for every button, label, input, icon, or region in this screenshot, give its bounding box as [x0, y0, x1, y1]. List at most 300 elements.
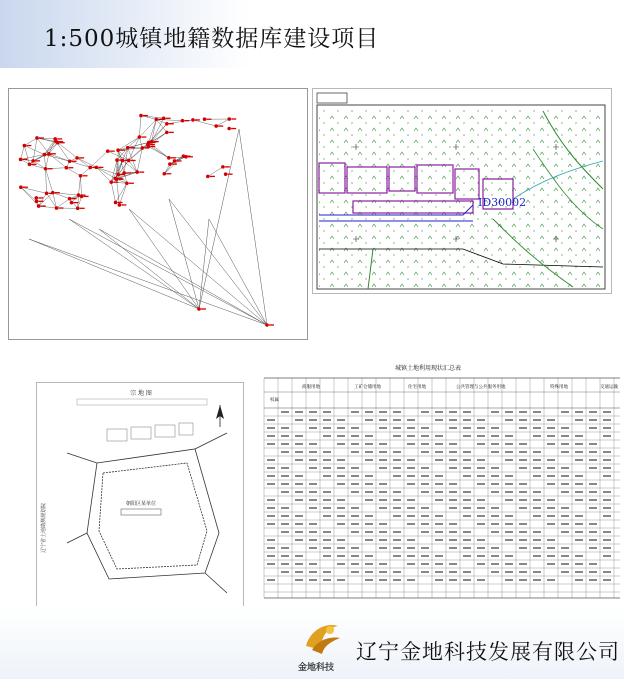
- table-cell-value: [547, 467, 555, 469]
- network-edge: [46, 169, 47, 194]
- table-cell-value: [561, 531, 569, 533]
- group-header-3: 公共管理与公共服务用地: [456, 385, 506, 390]
- table-cell-value: [603, 515, 611, 517]
- table-cell-value: [337, 483, 345, 485]
- summary-table-title: 城镇土地利用现状汇总表: [394, 365, 462, 372]
- network-long-edge: [99, 229, 199, 309]
- control-point-marker: [150, 140, 154, 144]
- table-cell-value: [337, 507, 345, 509]
- company-logo-icon: [300, 616, 344, 660]
- table-cell-value: [533, 571, 541, 573]
- table-cell-value: [281, 531, 289, 533]
- network-long-edge: [209, 219, 267, 325]
- summary-table-grid: [258, 358, 624, 602]
- table-cell-value: [323, 547, 331, 549]
- table-cell-value: [547, 579, 555, 581]
- parcel-certificate-drawing: [37, 383, 244, 638]
- table-cell-value: [519, 579, 527, 581]
- table-cell-value: [505, 483, 513, 485]
- table-cell-value: [323, 427, 331, 429]
- table-cell-value: [491, 483, 499, 485]
- table-cell-value: [491, 427, 499, 429]
- control-point-marker: [122, 171, 126, 175]
- table-cell-value: [505, 411, 513, 413]
- table-cell-value: [435, 515, 443, 517]
- table-cell-value: [379, 427, 387, 429]
- table-cell-value: [295, 579, 303, 581]
- table-cell-value: [547, 515, 555, 517]
- table-cell-value: [449, 459, 457, 461]
- table-cell-value: [351, 571, 359, 573]
- table-cell-value: [519, 427, 527, 429]
- table-cell-value: [281, 483, 289, 485]
- table-cell-value: [393, 491, 401, 493]
- table-cell-value: [449, 579, 457, 581]
- network-edge: [56, 199, 69, 208]
- table-cell-value: [477, 459, 485, 461]
- table-cell-value: [281, 467, 289, 469]
- table-cell-value: [575, 475, 583, 477]
- table-cell-value: [281, 547, 289, 549]
- control-point-marker: [28, 163, 32, 167]
- table-cell-value: [505, 459, 513, 461]
- table-cell-value: [281, 515, 289, 517]
- table-cell-value: [603, 467, 611, 469]
- table-cell-value: [561, 427, 569, 429]
- control-point-marker: [125, 181, 129, 185]
- network-edge: [46, 154, 49, 169]
- table-cell-value: [407, 563, 415, 565]
- table-cell-value: [435, 443, 443, 445]
- table-cell-value: [463, 451, 471, 453]
- table-cell-value: [603, 555, 611, 557]
- table-cell-value: [323, 555, 331, 557]
- network-long-edge: [29, 239, 199, 309]
- control-point-marker: [45, 192, 49, 196]
- network-edge: [49, 154, 66, 168]
- table-cell-value: [379, 411, 387, 413]
- slide-title: 1:500城镇地籍数据库建设项目: [44, 26, 380, 52]
- table-cell-value: [575, 499, 583, 501]
- table-cell-value: [351, 507, 359, 509]
- table-cell-value: [449, 531, 457, 533]
- table-cell-value: [309, 451, 317, 453]
- table-cell-value: [267, 419, 275, 421]
- table-cell-value: [547, 475, 555, 477]
- table-cell-value: [449, 523, 457, 525]
- certificate-title: 宗 地 图: [130, 390, 152, 397]
- table-cell-value: [309, 483, 317, 485]
- control-point-marker: [224, 172, 228, 176]
- control-network-diagram: [9, 89, 308, 340]
- network-edge: [77, 158, 90, 168]
- table-cell-value: [337, 419, 345, 421]
- table-cell-value: [267, 435, 275, 437]
- control-point-marker: [114, 201, 118, 205]
- control-point-marker: [221, 165, 225, 169]
- table-cell-value: [491, 523, 499, 525]
- control-point-marker: [181, 119, 185, 123]
- table-cell-value: [281, 435, 289, 437]
- group-header-1: 工矿仓储用地: [354, 385, 381, 390]
- table-cell-value: [407, 467, 415, 469]
- control-point-marker: [53, 137, 57, 141]
- control-point-marker: [140, 146, 144, 150]
- table-cell-value: [379, 451, 387, 453]
- table-cell-value: [533, 579, 541, 581]
- table-cell-value: [435, 483, 443, 485]
- table-cell-value: [365, 523, 373, 525]
- table-cell-value: [491, 507, 499, 509]
- table-cell-value: [393, 411, 401, 413]
- network-long-edge: [199, 129, 239, 309]
- table-cell-value: [435, 579, 443, 581]
- control-point-marker: [227, 127, 231, 131]
- network-edge: [53, 193, 57, 208]
- table-cell-value: [561, 467, 569, 469]
- table-cell-value: [547, 523, 555, 525]
- table-cell-value: [379, 539, 387, 541]
- table-cell-value: [589, 443, 597, 445]
- table-cell-value: [463, 459, 471, 461]
- table-cell-value: [295, 443, 303, 445]
- table-cell-value: [477, 475, 485, 477]
- network-long-edge: [69, 219, 199, 309]
- control-point-marker: [37, 204, 41, 208]
- control-point-marker: [34, 196, 38, 200]
- table-cell-value: [421, 571, 429, 573]
- table-cell-value: [267, 427, 275, 429]
- table-cell-value: [491, 443, 499, 445]
- table-cell-value: [407, 483, 415, 485]
- table-cell-value: [575, 451, 583, 453]
- table-cell-value: [281, 563, 289, 565]
- table-cell-value: [281, 427, 289, 429]
- table-cell-value: [449, 443, 457, 445]
- table-cell-value: [561, 491, 569, 493]
- table-cell-value: [505, 555, 513, 557]
- table-cell-value: [533, 531, 541, 533]
- table-cell-value: [463, 539, 471, 541]
- table-cell-value: [435, 435, 443, 437]
- table-cell-value: [393, 459, 401, 461]
- table-cell-value: [337, 523, 345, 525]
- table-cell-value: [547, 499, 555, 501]
- control-point-marker: [121, 159, 125, 163]
- table-cell-value: [435, 419, 443, 421]
- table-cell-value: [547, 507, 555, 509]
- table-cell-value: [533, 547, 541, 549]
- table-cell-value: [561, 443, 569, 445]
- table-cell-value: [561, 411, 569, 413]
- table-cell-value: [407, 459, 415, 461]
- table-cell-value: [323, 539, 331, 541]
- table-cell-value: [281, 571, 289, 573]
- table-cell-value: [393, 507, 401, 509]
- table-cell-value: [309, 547, 317, 549]
- table-cell-value: [407, 515, 415, 517]
- network-edge: [46, 169, 53, 193]
- parcel-map-drawing: [313, 89, 612, 294]
- table-cell-value: [323, 411, 331, 413]
- network-long-edge: [199, 219, 209, 309]
- table-cell-value: [547, 539, 555, 541]
- table-cell-value: [575, 483, 583, 485]
- control-point-marker: [165, 122, 169, 126]
- table-cell-value: [449, 571, 457, 573]
- table-cell-value: [309, 499, 317, 501]
- table-cell-value: [323, 475, 331, 477]
- table-cell-value: [505, 579, 513, 581]
- table-cell-value: [477, 515, 485, 517]
- table-cell-value: [365, 531, 373, 533]
- control-point-marker: [65, 166, 69, 170]
- table-cell-value: [603, 411, 611, 413]
- control-point-marker: [35, 199, 39, 203]
- table-cell-value: [449, 451, 457, 453]
- parcel-owner-label: 朝阳区某单位: [125, 501, 157, 507]
- table-cell-value: [267, 563, 275, 565]
- table-cell-value: [491, 411, 499, 413]
- control-point-marker: [162, 172, 166, 176]
- table-cell-value: [295, 499, 303, 501]
- table-cell-value: [323, 515, 331, 517]
- table-cell-value: [435, 459, 443, 461]
- table-cell-value: [407, 507, 415, 509]
- table-cell-value: [575, 443, 583, 445]
- table-cell-value: [575, 555, 583, 557]
- table-cell-value: [365, 435, 373, 437]
- table-cell-value: [477, 419, 485, 421]
- table-gridlines: [264, 378, 620, 598]
- table-cell-value: [477, 507, 485, 509]
- table-cell-value: [351, 531, 359, 533]
- table-cell-value: [267, 539, 275, 541]
- table-cell-value: [575, 531, 583, 533]
- logo-text: 金地科技: [298, 663, 335, 673]
- table-cell-value: [379, 531, 387, 533]
- table-cell-value: [365, 483, 373, 485]
- table-cell-value: [463, 555, 471, 557]
- table-cell-value: [323, 507, 331, 509]
- table-cell-value: [463, 467, 471, 469]
- table-cell-value: [407, 427, 415, 429]
- group-header-5: 交通运输: [600, 385, 618, 390]
- table-cell-value: [519, 499, 527, 501]
- first-column-header: 权属: [270, 398, 279, 403]
- network-long-edge: [169, 199, 267, 325]
- table-cell-value: [281, 555, 289, 557]
- table-cell-value: [505, 435, 513, 437]
- table-cell-value: [449, 427, 457, 429]
- table-cell-value: [589, 547, 597, 549]
- table-cell-value: [323, 531, 331, 533]
- table-cell-value: [589, 483, 597, 485]
- table-cell-value: [421, 467, 429, 469]
- network-edge: [21, 146, 25, 160]
- table-cell-value: [365, 411, 373, 413]
- table-cell-value: [365, 555, 373, 557]
- control-point-marker: [114, 177, 118, 181]
- table-cell-value: [519, 451, 527, 453]
- table-cell-value: [449, 411, 457, 413]
- network-edge: [44, 155, 45, 169]
- control-point-marker: [44, 167, 48, 171]
- table-cell-value: [379, 443, 387, 445]
- table-cell-value: [435, 539, 443, 541]
- parcel-certificate-map: [36, 382, 244, 638]
- table-cell-value: [491, 467, 499, 469]
- control-network-figure: [8, 88, 308, 340]
- table-cell-value: [589, 579, 597, 581]
- table-cell-value: [379, 563, 387, 565]
- network-edge: [81, 167, 91, 175]
- table-cell-value: [281, 491, 289, 493]
- table-cell-value: [337, 515, 345, 517]
- table-cell-value: [463, 475, 471, 477]
- table-cell-value: [323, 467, 331, 469]
- table-cell-value: [393, 531, 401, 533]
- table-cell-value: [393, 571, 401, 573]
- table-cell-value: [323, 491, 331, 493]
- table-cell-value: [407, 555, 415, 557]
- table-cell-value: [421, 555, 429, 557]
- group-header-0: 商服用地: [302, 385, 320, 390]
- table-cell-value: [267, 555, 275, 557]
- control-point-marker: [138, 135, 142, 139]
- table-cell-value: [393, 451, 401, 453]
- network-edge: [90, 151, 108, 167]
- table-cell-value: [449, 499, 457, 501]
- table-cell-value: [603, 531, 611, 533]
- control-point-marker: [197, 307, 201, 311]
- table-cell-value: [589, 459, 597, 461]
- table-cell-value: [351, 467, 359, 469]
- company-name: 辽宁金地科技发展有限公司: [356, 640, 620, 664]
- network-edge: [70, 161, 91, 167]
- table-cell-value: [295, 539, 303, 541]
- table-cell-value: [379, 579, 387, 581]
- table-cell-value: [421, 475, 429, 477]
- table-cell-value: [337, 475, 345, 477]
- table-cell-value: [449, 539, 457, 541]
- table-cell-value: [337, 555, 345, 557]
- network-edge: [117, 179, 120, 205]
- table-cell-value: [589, 539, 597, 541]
- table-cell-value: [491, 571, 499, 573]
- table-cell-value: [575, 539, 583, 541]
- table-cell-value: [575, 523, 583, 525]
- table-cell-value: [463, 411, 471, 413]
- table-cell-value: [519, 523, 527, 525]
- table-cell-value: [603, 475, 611, 477]
- landuse-summary-table: [258, 358, 624, 602]
- table-cell-value: [295, 451, 303, 453]
- network-edge: [139, 119, 156, 137]
- table-cell-value: [393, 467, 401, 469]
- table-cell-value: [351, 411, 359, 413]
- control-point-marker: [75, 156, 79, 160]
- table-cell-value: [533, 419, 541, 421]
- table-cell-value: [575, 435, 583, 437]
- table-cell-value: [589, 467, 597, 469]
- table-cell-value: [505, 443, 513, 445]
- table-cell-value: [309, 411, 317, 413]
- table-cell-value: [295, 491, 303, 493]
- table-cell-value: [365, 451, 373, 453]
- table-cell-value: [267, 515, 275, 517]
- table-cell-value: [267, 483, 275, 485]
- table-cell-value: [365, 499, 373, 501]
- table-cell-value: [281, 523, 289, 525]
- table-cell-value: [477, 483, 485, 485]
- table-cell-value: [393, 515, 401, 517]
- table-cell-value: [477, 499, 485, 501]
- table-cell-value: [309, 563, 317, 565]
- table-cell-value: [309, 571, 317, 573]
- table-cell-value: [463, 571, 471, 573]
- table-cell-value: [337, 579, 345, 581]
- table-cell-value: [379, 467, 387, 469]
- table-cell-value: [547, 547, 555, 549]
- control-point-marker: [109, 180, 113, 184]
- network-edge: [216, 119, 229, 126]
- table-cell-value: [281, 475, 289, 477]
- table-cell-value: [463, 435, 471, 437]
- table-cell-value: [449, 491, 457, 493]
- control-point-marker: [106, 149, 110, 153]
- table-cell-value: [295, 523, 303, 525]
- table-cell-value: [407, 579, 415, 581]
- control-point-marker: [126, 146, 130, 150]
- table-cell-value: [351, 451, 359, 453]
- table-cell-value: [505, 451, 513, 453]
- table-cell-value: [575, 563, 583, 565]
- table-cell-value: [379, 491, 387, 493]
- table-cell-value: [365, 491, 373, 493]
- table-cell-value: [281, 507, 289, 509]
- table-cell-value: [295, 555, 303, 557]
- table-cell-value: [575, 419, 583, 421]
- control-point-marker: [31, 159, 35, 163]
- table-cell-value: [351, 563, 359, 565]
- control-point-marker: [227, 117, 231, 121]
- table-cell-value: [519, 539, 527, 541]
- table-cell-value: [477, 563, 485, 565]
- table-cell-value: [603, 547, 611, 549]
- table-cell-value: [435, 499, 443, 501]
- table-cell-value: [421, 523, 429, 525]
- network-edge: [24, 146, 29, 165]
- table-cell-value: [421, 491, 429, 493]
- table-cell-value: [379, 523, 387, 525]
- control-point-marker: [19, 158, 23, 162]
- table-cell-value: [603, 451, 611, 453]
- table-cell-value: [281, 451, 289, 453]
- table-cell-value: [295, 515, 303, 517]
- table-cell-value: [589, 523, 597, 525]
- table-cell-value: [589, 491, 597, 493]
- table-cell-value: [533, 475, 541, 477]
- table-cell-value: [561, 515, 569, 517]
- control-point-marker: [265, 323, 269, 327]
- table-cell-value: [407, 547, 415, 549]
- table-cell-value: [323, 451, 331, 453]
- table-cell-value: [351, 475, 359, 477]
- table-cell-value: [603, 419, 611, 421]
- control-point-marker: [214, 124, 218, 128]
- table-cell-value: [589, 451, 597, 453]
